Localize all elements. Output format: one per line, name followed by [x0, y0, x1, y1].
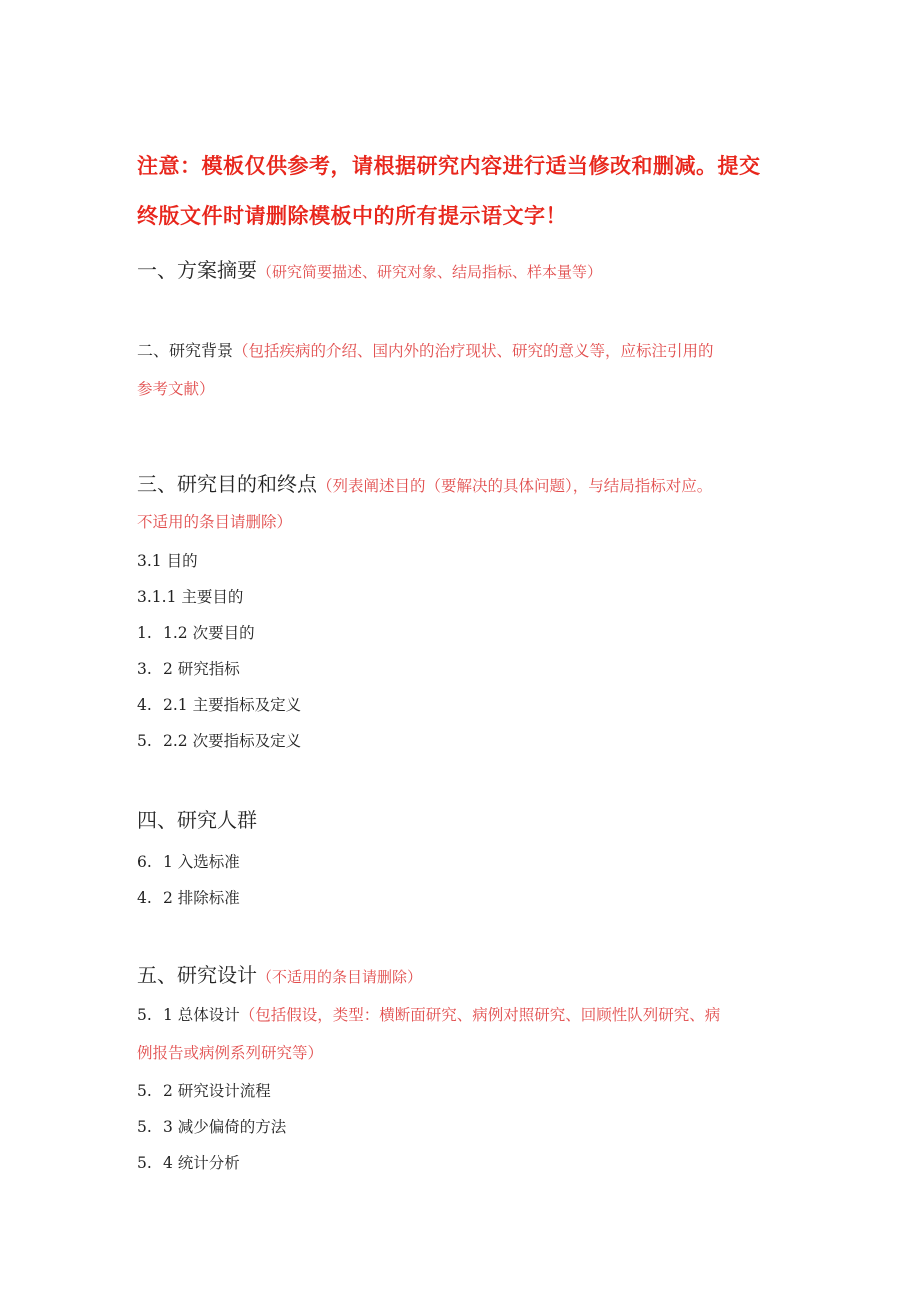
- list-number: 4.: [137, 889, 152, 907]
- section-5-heading: [137, 959, 422, 988]
- list-item: 3. 2 研究指标: [137, 660, 240, 678]
- section-2-title: 二、研究背景: [137, 341, 234, 360]
- list-item: 3.1 目的: [137, 552, 198, 570]
- section-2-heading: [137, 338, 714, 361]
- list-item: 6. 1 入选标准: [137, 853, 240, 871]
- list-number: 6.: [137, 853, 152, 871]
- section-1-heading: [137, 254, 602, 283]
- section-2-hint: （包括疾病的介绍、国内外的治疗现状、研究的意义等，应标注引用的: [233, 342, 714, 360]
- list-number: 5.: [137, 732, 152, 750]
- list-item: 5. 2 研究设计流程: [137, 1082, 271, 1100]
- list-item: 4. 2.1 主要指标及定义: [137, 696, 302, 714]
- list-number: 3.: [137, 660, 152, 678]
- section-2-hint-cont: 参考文献）: [137, 380, 215, 398]
- section-5-title: 五、研究设计: [137, 963, 257, 987]
- list-number: 4.: [137, 696, 152, 714]
- notice-line-2: 终版文件时请删除模板中的所有提示语文字！: [137, 203, 567, 228]
- notice-line-1: 注意：模板仅供参考，请根据研究内容进行适当修改和删减。提交: [137, 153, 761, 178]
- list-item-hint: （包括假设，类型：横断面研究、病例对照研究、回顾性队列研究、病: [239, 1006, 721, 1024]
- list-item: 3.1.1 主要目的: [137, 588, 244, 606]
- list-item: 5. 4 统计分析: [137, 1154, 240, 1172]
- list-number: 5.: [137, 1006, 152, 1024]
- list-number: 1.: [137, 624, 152, 642]
- section-1-title: 一、方案摘要: [137, 258, 257, 282]
- list-item: 5. 1 总体设计（包括假设，类型：横断面研究、病例对照研究、回顾性队列研究、病: [137, 1006, 721, 1024]
- list-item: 5. 2.2 次要指标及定义: [137, 732, 302, 750]
- section-1-hint: （研究简要描述、研究对象、结局指标、样本量等）: [257, 263, 603, 281]
- section-4-title: 四、研究人群: [137, 808, 257, 832]
- list-item: 5. 3 减少偏倚的方法: [137, 1118, 287, 1136]
- section-3-heading: [137, 468, 712, 497]
- list-number: 5.: [137, 1154, 152, 1172]
- section-3-hint: （列表阐述目的（要解决的具体问题），与结局指标对应。: [317, 477, 713, 495]
- section-5-hint: （不适用的条目请删除）: [257, 968, 423, 986]
- list-number: 5.: [137, 1118, 152, 1136]
- section-3-hint-cont: 不适用的条目请删除）: [137, 513, 293, 531]
- list-item: 1. 1.2 次要目的: [137, 624, 255, 642]
- list-number: 5.: [137, 1082, 152, 1100]
- list-item: 4. 2 排除标准: [137, 889, 240, 907]
- list-item-hint-cont: 例报告或病例系列研究等）: [137, 1044, 324, 1062]
- section-3-title: 三、研究目的和终点: [137, 472, 317, 496]
